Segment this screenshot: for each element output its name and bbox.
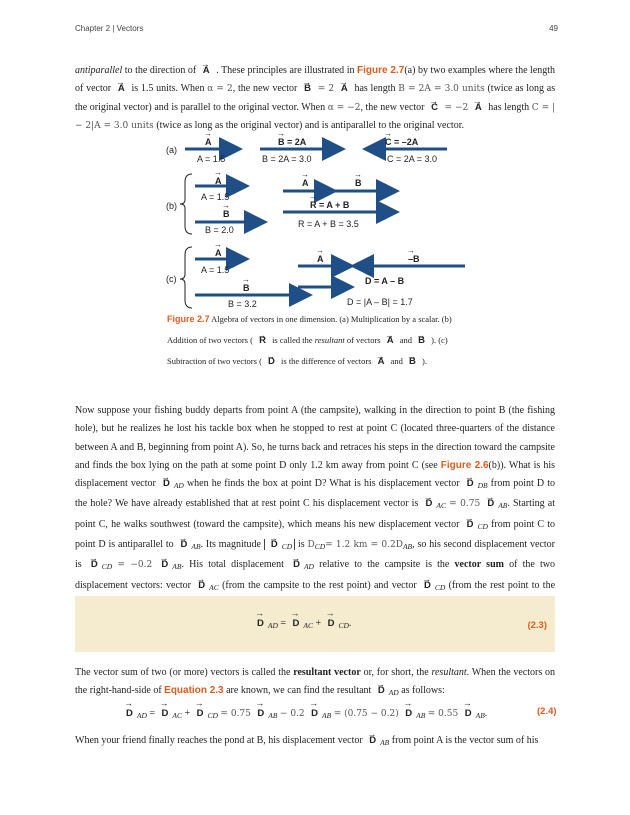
- brace-b: [180, 174, 192, 234]
- paragraph-intro: antiparallel to the direction of → A . These principles are illustrated in Figure 2.7(a) by two examples where the length of vector → A is 1.5 units. When α = 2, the new vector → B = 2 → A has length B = 2A = 3.0 units (twice as long as the original vector) and is parallel to the original vector. When α = −2, the new vector → C = −2 → A has length C = |− 2|A = 3.0 units (twice as long as the original vector) and is antiparallel to the original vector.: [75, 62, 555, 135]
- fig-a-A: → A: [205, 137, 212, 147]
- vector-B: → B: [300, 83, 315, 94]
- fig-b-B-len: B = 2.0: [205, 225, 234, 235]
- fig-c-negB: → –B: [408, 254, 420, 264]
- paragraph-pond: When your friend finally reaches the pond at B, his displacement vector → D $_{AB}$ from point A is the vector sum of his: [75, 732, 555, 752]
- figure-link[interactable]: Figure 2.7: [357, 65, 405, 76]
- fig-c-diffA: → A: [317, 254, 324, 264]
- term-antiparallel: antiparallel: [75, 65, 123, 76]
- brace-c: [180, 247, 192, 308]
- equation-link[interactable]: Equation 2.3: [164, 685, 224, 697]
- fig-a-C-len: C = 2A = 3.0: [387, 154, 438, 164]
- fig-b-sumA: → A: [302, 178, 309, 188]
- fig-b-B: → B: [223, 209, 230, 219]
- paragraph-fishing: Now suppose your fishing buddy departs from point A (the campsite), walking in the direction to point B (the fishing hole), but he realizes he lost his tackle box when he stopped to rest at point C (located three-quarters of the distance between A and B, beginning from point A). So, he turns back and retraces his steps in the direction toward the campsite and finds the box lying on the path at some point D only 1.2 km away from point C (see Figure 2.6(b)). What is his displacement vector → D $_{AD}$ when he finds the box at point D? What is his displacement vector → D $_{DB}$ from point D to the hole? We have already established that at rest point C his displacement vector is → D $_{AC}$ = 0.75 → D $_{AB}$. Starting at point C, he walks southwest (toward the campsite), which means his new displacement vector → D $_{CD}$ from point C to point D is antiparallel to → D $_{AB}$. Its magnitude → D $_{CD}$ is $D_{CD}= 1.2$ km = $0.2D_{AB}$, so his second displacement vector is → D $_{CD}$ = −0.2 → D $_{AB}$. His total displacement → D $_{AD}$ relative to the campsite is the vector sum of the two displacement vectors: vector → D $_{AC}$ (from the campsite to the rest point) and vector → D $_{CD}$ (from the rest point to the: [75, 402, 555, 615]
- fig-a-B-len: B = 2A = 3.0: [262, 154, 312, 164]
- fig-b-A-len: A = 1.5: [201, 192, 230, 202]
- caption-title: Figure 2.7: [167, 314, 210, 324]
- fig-c-A: → A: [215, 248, 222, 258]
- fig-a-C: → C = –2A: [385, 137, 418, 147]
- fig-a-B: → B = 2A: [278, 137, 306, 147]
- label-b: (b): [166, 201, 177, 211]
- fig-c-D: → D = A – B: [365, 276, 404, 286]
- equation-box-2-3: [75, 596, 555, 652]
- equation-2-3: → D $_{AD}$ = → D $_{AC}$ + → D $_{CD}$.: [253, 618, 351, 630]
- fig-b-R: → R = A + B: [310, 200, 349, 210]
- fig-c-B: → B: [243, 283, 250, 293]
- vector-A: → A: [114, 83, 129, 94]
- fig-a-A-len: A = 1.5: [197, 154, 226, 164]
- fig-c-D-len: D = |A – B| = 1.7: [347, 297, 413, 307]
- figure-caption: Figure 2.7 Algebra of vectors in one dimension. (a) Multiplication by a scalar. (b) Addition of two vectors ( → R is called the resultant of vectors → A and → B ). (c) Subtraction of two vectors ( → D is the difference of vectors → A and → B ).: [167, 309, 457, 372]
- label-c: (c): [166, 274, 177, 284]
- vector-C: → C: [427, 102, 442, 113]
- vector-A: → A: [337, 83, 352, 94]
- equation-number-2-4: (2.4): [537, 706, 557, 717]
- fig-b-R-len: R = A + B = 3.5: [298, 219, 359, 229]
- equation-2-4: → D $_{AD}$ = → D $_{AC}$ + → D $_{CD}$ = 0.75 → D $_{AB}$ − 0.2 → D $_{AB}$ = (0.75 − 0.2) → D $_{AB}$ = 0.55 → D $_{AB}$.: [122, 708, 487, 720]
- chapter-header: Chapter 2 | Vectors: [75, 24, 144, 33]
- equation-number-2-3: (2.3): [527, 620, 547, 631]
- fig-c-A-len: A = 1.5: [201, 265, 230, 275]
- label-a: (a): [166, 145, 177, 155]
- vector-A: → A: [199, 65, 214, 76]
- paragraph-resultant: The vector sum of two (or more) vectors is called the resultant vector or, for short, the resultant. When the vectors on the right-hand-side of Equation 2.3 are known, we can find the resultant → D $_{AD}$ as follows:: [75, 664, 555, 703]
- vector-A: → A: [471, 102, 486, 113]
- fig-b-sumB: → B: [355, 178, 362, 188]
- page-number: 49: [549, 24, 558, 33]
- figure-link[interactable]: Figure 2.6: [440, 459, 489, 471]
- fig-c-B-len: B = 3.2: [228, 299, 257, 309]
- fig-b-A: → A: [215, 176, 222, 186]
